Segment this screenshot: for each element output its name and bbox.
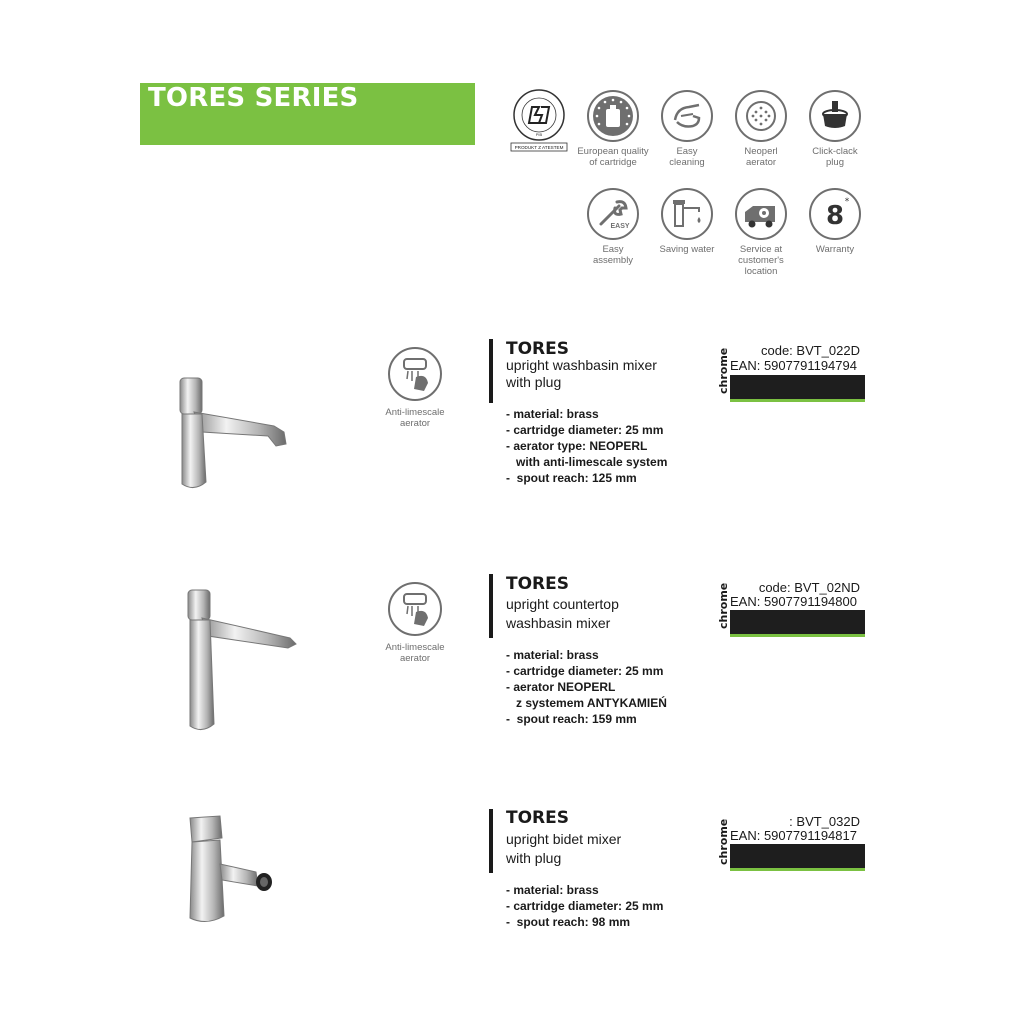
certificate-seal-icon — [508, 88, 570, 152]
spec-line: - cartridge diameter: 25 mm — [506, 423, 664, 437]
product-2-description: upright countertop washbasin mixer — [506, 596, 619, 631]
series-banner — [140, 83, 475, 145]
product-image-bidet-mixer — [180, 812, 280, 932]
anti-limescale-icon — [388, 582, 442, 636]
product-2-divider — [489, 574, 493, 638]
warranty-years: 8 — [825, 201, 845, 231]
spec-line: - spout reach: 98 mm — [506, 915, 631, 929]
spec-line: - cartridge diameter: 25 mm — [506, 899, 664, 913]
product-2-specs — [506, 647, 746, 727]
product-2-name: TORES — [506, 574, 569, 594]
feature-neoperl-aerator: Neoperl aerator — [721, 90, 801, 168]
spec-line: z systemem ANTYKAMIEŃ — [506, 696, 667, 710]
product-1-finish: chrome — [717, 347, 730, 394]
product-image-countertop-mixer — [180, 586, 305, 741]
feature-warranty: 8 * Warranty — [795, 188, 875, 255]
spec-line: with anti-limescale system — [506, 455, 668, 469]
spec-line: - material: brass — [506, 407, 599, 421]
spec-line: - material: brass — [506, 648, 599, 662]
svg-text:PRODUKT Z ATESTEM: PRODUKT Z ATESTEM — [514, 145, 564, 150]
series-title: TORES SERIES — [148, 83, 359, 113]
product-3-name: TORES — [506, 808, 569, 828]
wrench-icon — [587, 188, 639, 240]
aerator-icon — [735, 90, 787, 142]
product-image-washbasin-mixer — [172, 374, 297, 499]
faucet-drop-icon — [661, 188, 713, 240]
spec-line: - aerator type: NEOPERL — [506, 439, 648, 453]
product-2-code: code: BVT_02ND — [758, 580, 860, 595]
product-1-name: TORES — [506, 339, 569, 359]
spec-line: - spout reach: 159 mm — [506, 712, 637, 726]
product-1-ean: EAN: 5907791194794 — [730, 358, 857, 373]
aerator-badge-1: Anti-limescale aerator — [380, 347, 450, 429]
anti-limescale-icon — [388, 347, 442, 401]
product-1-divider — [489, 339, 493, 403]
product-3-barcode — [730, 844, 865, 871]
feature-service: Service at customer's location — [721, 188, 801, 277]
service-van-icon — [735, 188, 787, 240]
product-2-finish: chrome — [717, 582, 730, 629]
product-3-finish: chrome — [717, 818, 730, 865]
spec-line: - spout reach: 125 mm — [506, 471, 637, 485]
feature-european-cartridge: European quality of cartridge — [573, 90, 653, 168]
click-clack-plug-icon — [809, 90, 861, 142]
hand-cleaning-icon — [661, 90, 713, 142]
spec-line: - cartridge diameter: 25 mm — [506, 664, 664, 678]
product-1-barcode — [730, 375, 865, 402]
warranty-icon — [809, 188, 861, 240]
certificate-badge — [508, 88, 570, 152]
spec-line: - material: brass — [506, 883, 599, 897]
feature-easy-cleaning: Easy cleaning — [647, 90, 727, 168]
cartridge-icon — [587, 90, 639, 142]
product-3-divider — [489, 809, 493, 873]
product-3-code: : BVT_032D — [789, 814, 860, 829]
product-3-specs — [506, 882, 746, 930]
feature-click-clack-plug: Click-clack plug — [795, 90, 875, 168]
product-3-ean: EAN: 5907791194817 — [730, 828, 857, 843]
product-2-ean: EAN: 5907791194800 — [730, 594, 857, 609]
feature-saving-water: Saving water — [647, 188, 727, 255]
svg-text:*: * — [844, 197, 850, 207]
product-3-description: upright bidet mixer with plug — [506, 831, 622, 866]
easy-text: EASY — [610, 223, 630, 230]
product-1-code: code: BVT_022D — [760, 343, 860, 358]
product-1-description: upright washbasin mixer with plug — [506, 357, 657, 390]
spec-line: - aerator NEOPERL — [506, 680, 616, 694]
svg-text:PIB: PIB — [535, 132, 543, 137]
aerator-badge-2: Anti-limescale aerator — [380, 582, 450, 664]
product-1-specs — [506, 406, 746, 486]
feature-easy-assembly: EASY Easy assembly — [573, 188, 653, 266]
product-2-barcode — [730, 610, 865, 637]
